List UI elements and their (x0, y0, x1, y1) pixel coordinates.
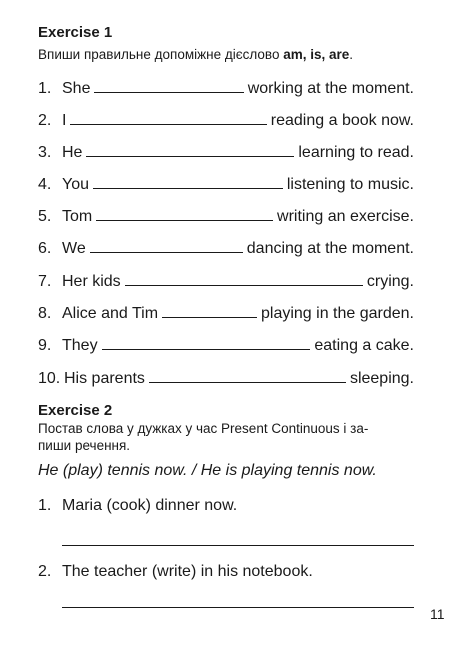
exercise-1-item (38, 204, 414, 226)
item-subject: She (62, 80, 91, 97)
item-ending: crying. (366, 273, 414, 290)
item-subject: We (62, 240, 86, 257)
item-number: 6. (38, 240, 52, 257)
exercise-1-item (38, 366, 414, 388)
exercise-1-item (38, 76, 414, 98)
answer-blank[interactable] (93, 188, 283, 189)
task-number: 1. (38, 497, 52, 514)
item-number: 4. (38, 176, 52, 193)
instruction-options: am, is, are (283, 47, 350, 62)
exercise-1-item (38, 172, 414, 194)
item-ending: reading a book now. (270, 112, 414, 129)
item-number: 10. (38, 370, 61, 387)
exercise-1-item (38, 140, 414, 162)
answer-blank[interactable] (90, 252, 243, 253)
item-subject: His parents (64, 370, 145, 387)
item-ending: dancing at the moment. (246, 240, 414, 257)
answer-blank[interactable] (149, 382, 346, 383)
exercise-1-title: Exercise 1 (38, 24, 113, 41)
item-subject: Tom (62, 208, 93, 225)
instruction-line: пиши речення. (38, 438, 131, 453)
item-number: 3. (38, 144, 52, 161)
exercise-1-item (38, 333, 414, 355)
item-ending: playing in the garden. (261, 305, 414, 322)
item-ending: eating a cake. (314, 337, 414, 354)
exercise-1-item (38, 236, 414, 258)
answer-blank[interactable] (70, 124, 266, 125)
task-text: Maria (cook) dinner now. (62, 497, 238, 514)
exercise-2-task (38, 563, 313, 581)
page-number: 11 (430, 606, 445, 622)
exercise-1-item (38, 301, 414, 323)
instruction-text: Впиши правильне допоміжне дієслово (38, 47, 284, 62)
exercise-2-title: Exercise 2 (38, 402, 113, 419)
item-ending: writing an exercise. (277, 208, 414, 225)
item-ending: listening to music. (286, 176, 414, 193)
example-sentence: He (play) tennis now. / He is playing tennis now. (38, 462, 377, 479)
instruction-end: . (349, 47, 354, 62)
item-ending: working at the moment. (247, 80, 414, 97)
item-ending: sleeping. (349, 370, 414, 387)
answer-blank[interactable] (102, 349, 311, 350)
answer-line[interactable] (62, 607, 414, 608)
answer-blank[interactable] (162, 317, 257, 318)
item-subject: I (62, 112, 67, 129)
exercise-2-task (38, 497, 237, 515)
answer-blank[interactable] (96, 220, 273, 221)
item-subject: Alice and Tim (62, 305, 159, 322)
item-number: 5. (38, 208, 52, 225)
answer-blank[interactable] (94, 92, 243, 93)
item-subject: Her kids (62, 273, 121, 290)
item-number: 8. (38, 305, 52, 322)
item-subject: They (62, 337, 98, 354)
task-number: 2. (38, 563, 52, 580)
answer-line[interactable] (62, 545, 414, 546)
item-number: 9. (38, 337, 52, 354)
answer-blank[interactable] (125, 285, 363, 286)
instruction-line: Постав слова у дужках у час Present Continuous і за- (38, 421, 369, 436)
task-text: The teacher (write) in his notebook. (62, 563, 313, 580)
item-number: 7. (38, 273, 52, 290)
exercise-1-instruction (38, 46, 420, 63)
item-ending: learning to read. (298, 144, 414, 161)
item-subject: He (62, 144, 83, 161)
exercise-2-instruction (38, 420, 420, 454)
item-subject: You (62, 176, 89, 193)
item-number: 1. (38, 80, 52, 97)
exercise-1-item (38, 269, 414, 291)
exercise-1-item (38, 108, 414, 130)
item-number: 2. (38, 112, 52, 129)
answer-blank[interactable] (86, 156, 294, 157)
